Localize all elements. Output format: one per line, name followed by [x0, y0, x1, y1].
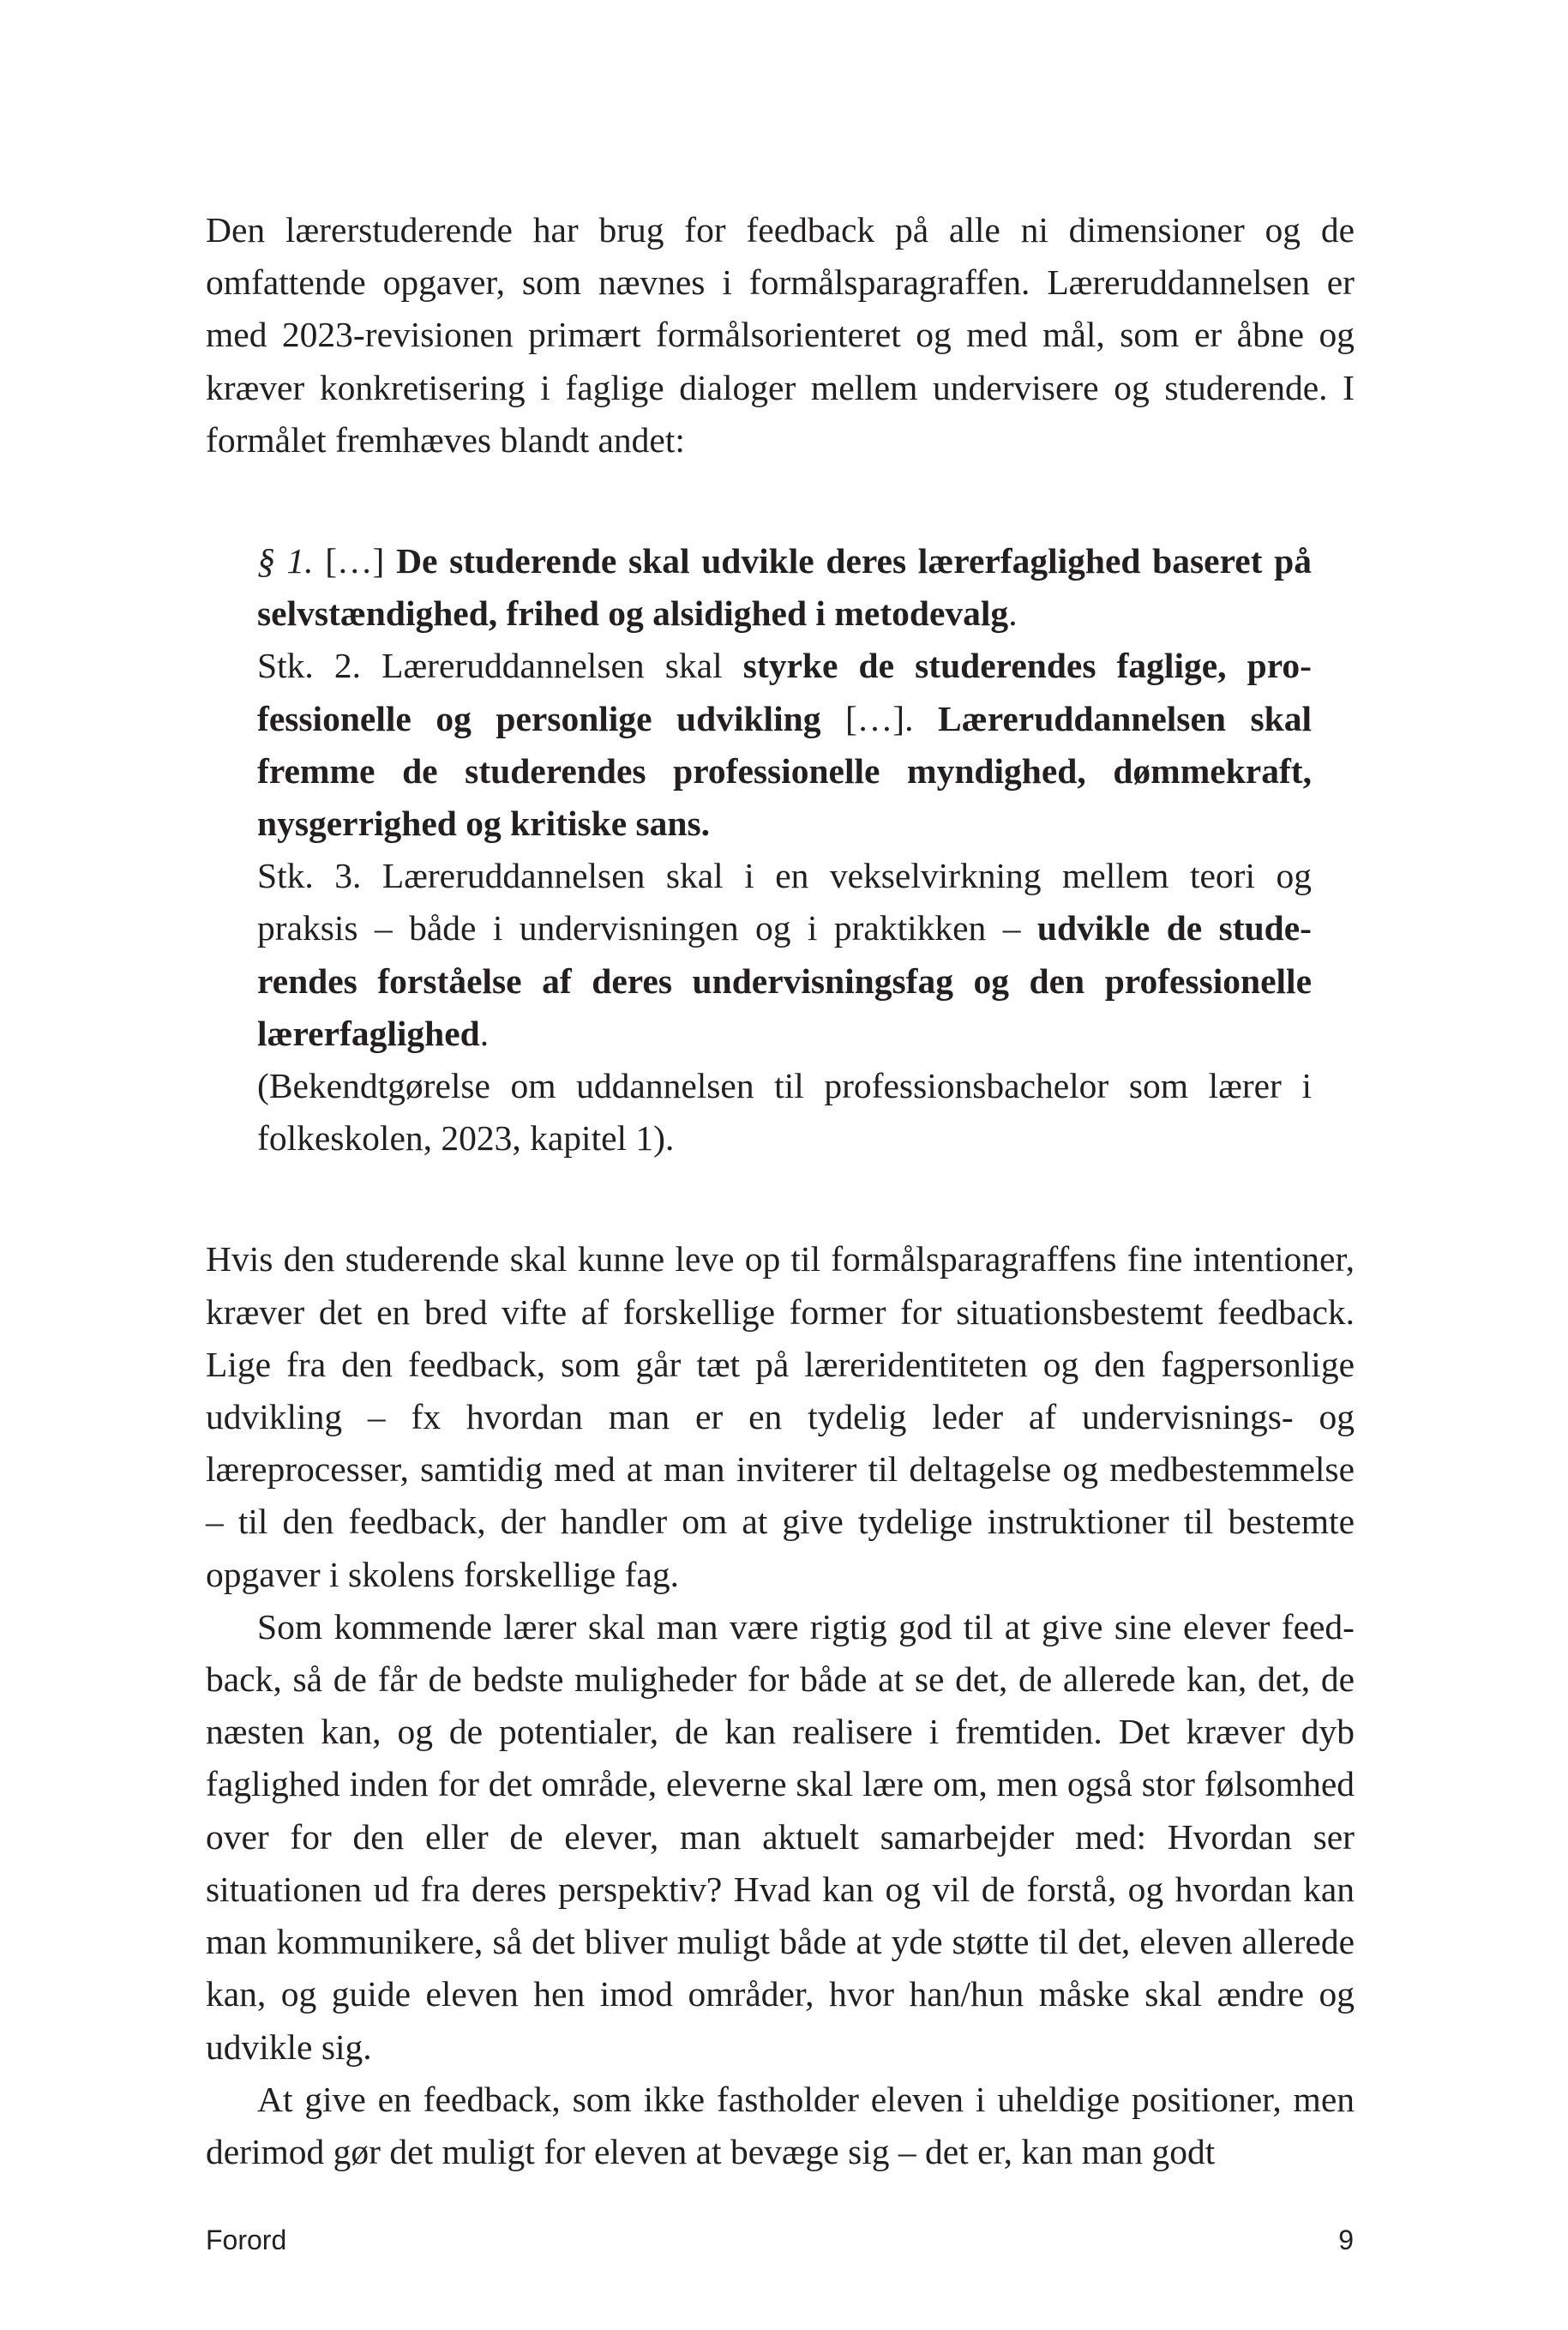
paragraph-3: Som kommende lærer skal man være rigtig god til at give sine elever feedback, så de får de bedste muligheder for både at se det, de allerede kan, det, de næsten kan, og de potentialer, de kan realisere i fremtiden. Det kræver dyb faglighed inden for det område, eleverne skal lære om, men også stor følsomhed over for den eller de elever, man aktuelt samarbejder med: Hvordan ser situationen ud fra deres perspektiv? Hvad kan og vil de forstå, og hvordan kan man kommunikere, så det bliver muligt både at yde støtte til det, eleven allerede kan, og guide eleven hen imod områder, hvor han/hun måske skal ændre og udvikle sig. [206, 1606, 1355, 2067]
quote-period: . [1008, 593, 1018, 634]
stk3-bold: udvikle de studerendes forståelse af deres undervisningsfag og den professionelle lærerfaglighed [257, 908, 1312, 1053]
section-mark: § 1. [257, 541, 314, 581]
paragraph-intro: Den lærerstuderende har brug for feedback på alle ni dimensioner og de omfattende opgaver, som nævnes i formålsparagraffen. Læreruddannelsen er med 2023-revisionen primært formålsorienteret og med mål, som er åbne og kræver konkretisering i faglige dialoger mellem undervisere og studerende. I formålet fremhæves blandt andet: [206, 210, 1355, 460]
quote-stk-2 [257, 640, 1312, 850]
paragraph-4: At give en feedback, som ikke fastholder eleven i uheldige positioner, men derimod gør det muligt for eleven at bevæge sig – det er, kan man godt [206, 2079, 1355, 2171]
stk2-start: Stk. 2. Læreruddannelsen skal [257, 646, 743, 686]
quote-section-1 [257, 535, 1312, 640]
paragraph-2: Hvis den studerende skal kunne leve op til formålsparagraffens fine intentioner, kræver det en bred vifte af forskellige former for situationsbestemt feedback. Lige fra den feedback, som går tæt på læreridentiteten og den fagpersonlige udvikling – fx hvordan man er en tydelig leder af undervisnings- og læreprocesser, samtidig med at man inviterer til deltagelse og medbestemmelse – til den feedback, der handler om at give tydelige instruktioner til bestemte opgaver i skolens forskellige fag. [206, 1239, 1355, 1594]
page-body [206, 204, 1355, 2178]
stk2-bold-2: Læreruddannelsen skal fremme de studerendes professionelle myndighed, dømmekraft, nysgerrighed og kritiske sans. [257, 698, 1313, 844]
quote-stk-3 [257, 850, 1312, 1060]
stk3-end: . [479, 1013, 490, 1053]
quote-ellipsis: […] [313, 541, 397, 581]
block-quote [257, 535, 1312, 1165]
stk3-start: Stk. 3. Læreruddannelsen skal i en vekselvirkning mellem teori og praksis – både i undervisningen og i praktikken – [257, 856, 1312, 948]
stk2-mid: […]. [820, 698, 939, 738]
quote-source: (Bekendtgørelse om uddannelsen til professionsbachelor som lærer i folkeskolen, 2023, kapitel 1). [257, 1066, 1312, 1159]
quote-bold-1: De studerende skal udvikle deres lærerfaglighed baseret på selvstændighed, frihed og alsidighed i metodevalg [257, 541, 1312, 634]
footer-section-title: Forord [206, 2225, 287, 2255]
page-number: 9 [1338, 2225, 1354, 2255]
stk2-bold-1: styrke de studerendes faglige, professionelle og personlige udvikling [257, 646, 1312, 738]
